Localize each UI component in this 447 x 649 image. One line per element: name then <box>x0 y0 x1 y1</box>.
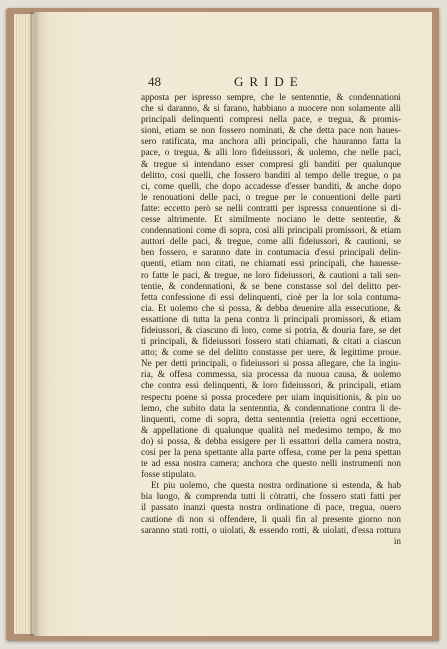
text-line: te ad essa nostra camera; anchora che questo nelli instrumenti non <box>141 458 401 469</box>
page-header <box>148 74 398 90</box>
text-line: essattione di tutta la pena contra li principali promissori, & etiam <box>141 313 401 324</box>
text-line: sioni, etiam se non fossero nominati, & che detta pace non haues- <box>141 125 401 136</box>
text-line: cosi per la pena spettante alla parte offesa, come per la pena spettan <box>141 447 401 457</box>
text-line: quenti, etiam non citati, ne chiamati essi principali, che hauesse- <box>141 258 401 269</box>
text-line: apposta per ispresso sempre, che le sentenntie, & condennationi <box>141 92 401 102</box>
page-gutter-shadow <box>30 12 40 636</box>
text-line: che si daranno, & si farano, habbiano a nuocere non solamente alli <box>141 103 401 114</box>
page-number: 48 <box>148 74 161 89</box>
text-line: ci, come quelli, che dopo accadesse d'esser banditi, & anche dopo <box>141 180 401 191</box>
text-line: cautione di non si offendere, li quali fin al presente giorno non <box>141 513 401 524</box>
text-line: che contra essi delinquenti, & loro fideiussori, & principali, etiam <box>141 380 401 391</box>
text-line: cesse altrimente. Et similmente nociano le dette sententie, & <box>141 214 401 225</box>
body-text <box>141 92 401 547</box>
catchword: in <box>393 535 401 546</box>
text-line: principali delinquenti compresi nella pace, e tregua, & promis- <box>141 114 401 125</box>
text-line: lemo, che subito data la sentenntia, & condennatione contra li de- <box>141 402 401 413</box>
text-line: & tregue si intendano esser compresi gli banditi per qualunque <box>141 158 401 169</box>
text-line: condennationi come di sopra, cosi alli principali promissori, & etiam <box>141 225 401 236</box>
paragraph-start-line: Et piu uolemo, che questa nostra ordinatione si estenda, & hab <box>151 480 401 491</box>
text-line: saranno stati rotti, o uiolati, & essendo rotti, & uiolati, d'essa rottura <box>141 524 401 535</box>
text-line: Ne per detti principali, o fideiussori si possa allegare, che la ingiu- <box>141 358 401 369</box>
text-line: linquenti, come di sopra, detta sentenntia (reietta ogni eccettione, <box>141 413 401 424</box>
text-line: fetta confessione di essi delinquenti, cioè per la lor sola contuma- <box>141 291 401 302</box>
text-line: bia luogo, & comprenda tutti li còtratti, che fossero stati fatti per <box>141 491 401 502</box>
text-line: respectu poene si possa procedere per uiam inquisitionis, & piu uo <box>141 391 401 402</box>
text-line: tentie, & condennationi, & se bene constasse sol del delitto per- <box>141 280 401 291</box>
text-line: delitto, cosi quelli, che fossero banditi al tempo delle tregue, o pa <box>141 169 401 180</box>
text-line: pace, o tregua, & alli loro fideiussori, & uolemo, che nelle paci, <box>141 147 401 158</box>
text-line: fatte: eccetto però se nelli contratti per ispressa conuentione si di- <box>141 202 401 213</box>
running-head: GRIDE <box>234 74 304 89</box>
text-line: sero ratificata, ma anchora alli principali, che hauranno fatta la <box>141 136 401 147</box>
text-line: cia. Et uolemo che si possa, & debba deuenire alla essecutione, & <box>141 302 401 313</box>
text-line: ben fossero, e saranno date in contumacia d'essi principali delin- <box>141 247 401 258</box>
text-line: ti principali, & fideiussori fossero stati chiamati, & citati a ciascun <box>141 336 401 347</box>
text-line: & appellatione di qualunque qualità nel medesimo tempo, & mo <box>141 424 401 435</box>
text-line: fosse stipulato. <box>141 469 197 480</box>
text-line: ria, & offesa commessa, sia processa da nuoua causa, & uolemo <box>141 369 401 380</box>
text-line: atto; & come se del delitto constasse per uere, & legittime proue. <box>141 347 401 358</box>
text-line: il passato inanzi questa nostra ordinatione di pace, tregua, ouero <box>141 502 401 513</box>
text-line: ro fatte le paci, & tregue, ne loro fideiussori, & cautioni a tali sen- <box>141 269 401 280</box>
text-line: auttori delle paci, & tregue, come alli fideiussori, & cautioni, se <box>141 236 401 247</box>
text-line: fideiussori, & ciascuno di loro, come si potria, & douria fare, se det <box>141 324 401 335</box>
text-line: le renouationi delle paci, o tregue per le conuentioni delle parti <box>141 191 401 202</box>
text-line: do) si possa, & debba essigere per li essattori della camera nostra, <box>141 435 401 446</box>
